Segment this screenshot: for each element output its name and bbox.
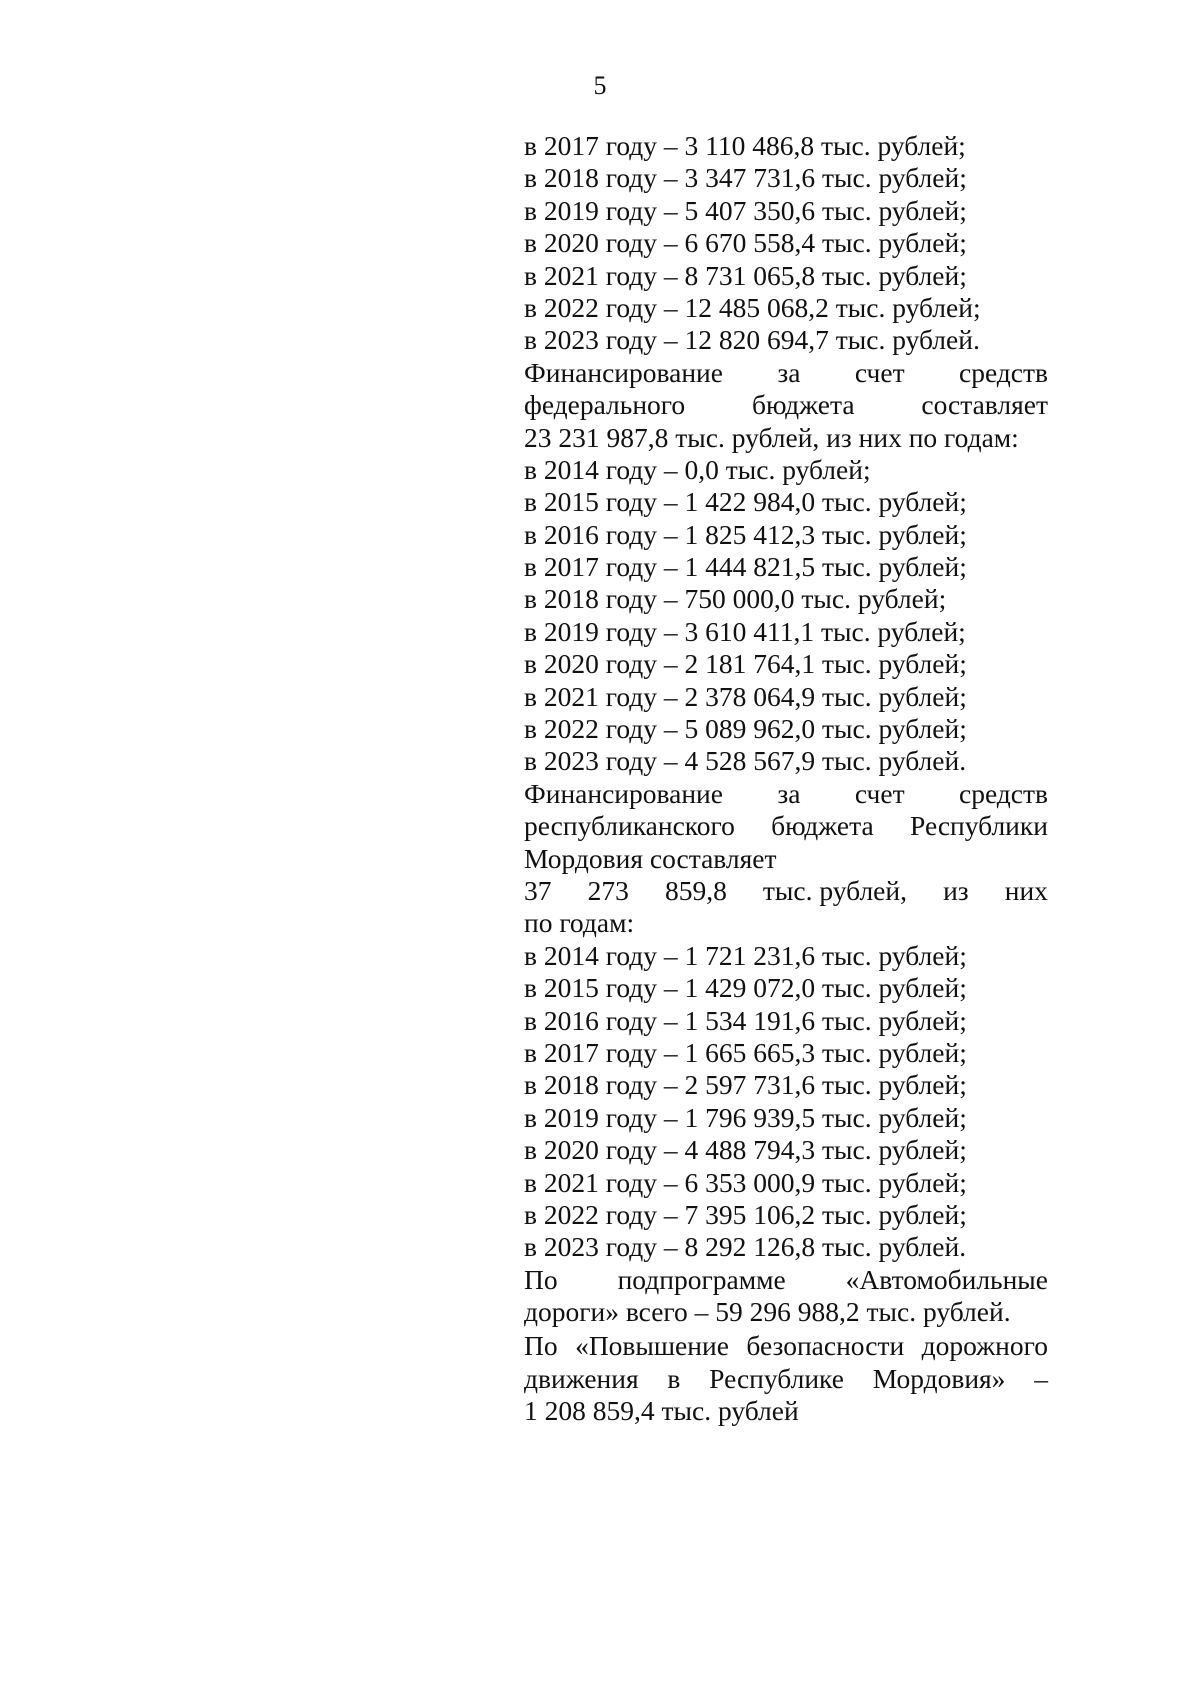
total-year-2020: в 2020 году – 6 670 558,4 тыс. рублей; — [524, 227, 967, 259]
republic-heading-line-3: Мордовия составляет — [524, 842, 777, 874]
federal-year-2016: в 2016 году – 1 825 412,3 тыс. рублей; — [524, 518, 967, 550]
republic-year-2017: в 2017 году – 1 665 665,3 тыс. рублей; — [524, 1036, 967, 1068]
federal-year-2014: в 2014 году – 0,0 тыс. рублей; — [524, 453, 871, 485]
financing-text-column — [524, 130, 1048, 1428]
subprogram-safety-line-1: По «Повышение безопасности дорожного — [524, 1330, 1048, 1362]
subprogram-safety-paragraph — [524, 1330, 1048, 1427]
federal-heading-line-2: федерального бюджета составляет — [524, 389, 1048, 421]
subprogram-roads-line-2: дороги» всего – 59 296 988,2 тыс. рублей. — [524, 1296, 1011, 1328]
republic-heading-line-5: по годам: — [524, 907, 635, 939]
republic-year-2022: в 2022 году – 7 395 106,2 тыс. рублей; — [524, 1198, 967, 1230]
federal-years-list — [524, 454, 1048, 778]
republic-year-2019: в 2019 году – 1 796 939,5 тыс. рублей; — [524, 1101, 967, 1133]
republic-year-2021: в 2021 году – 6 353 000,9 тыс. рублей; — [524, 1166, 967, 1198]
page-number: 5 — [593, 71, 607, 100]
total-year-2017: в 2017 году – 3 110 486,8 тыс. рублей; — [524, 130, 966, 161]
federal-year-2020: в 2020 году – 2 181 764,1 тыс. рублей; — [524, 648, 967, 680]
federal-heading-line-1: Финансирование за счет средств — [524, 356, 1048, 388]
total-year-2019: в 2019 году – 5 407 350,6 тыс. рублей; — [524, 194, 967, 226]
subprogram-roads-paragraph — [524, 1264, 1048, 1329]
federal-year-2022: в 2022 году – 5 089 962,0 тыс. рублей; — [524, 713, 967, 745]
federal-year-2019: в 2019 году – 3 610 411,1 тыс. рублей; — [524, 615, 966, 647]
total-year-2023: в 2023 году – 12 820 694,7 тыс. рублей. — [524, 324, 980, 356]
republic-heading-line-4: 37 273 859,8 тыс. рублей, из них — [524, 874, 1048, 906]
federal-year-2017: в 2017 году – 1 444 821,5 тыс. рублей; — [524, 551, 967, 583]
federal-heading-line-3: 23 231 987,8 тыс. рублей, из них по годам: — [524, 421, 1019, 453]
subprogram-safety-line-3: 1 208 859,4 тыс. рублей — [524, 1395, 799, 1427]
federal-year-2023: в 2023 году – 4 528 567,9 тыс. рублей. — [524, 745, 967, 777]
republic-years-list — [524, 940, 1048, 1264]
federal-heading — [524, 357, 1048, 454]
total-year-2021: в 2021 году – 8 731 065,8 тыс. рублей; — [524, 259, 967, 291]
republic-year-2018: в 2018 году – 2 597 731,6 тыс. рублей; — [524, 1069, 967, 1101]
republic-heading-line-2: республиканского бюджета Республики — [524, 810, 1048, 842]
republic-year-2014: в 2014 году – 1 721 231,6 тыс. рублей; — [524, 939, 967, 971]
republic-heading — [524, 778, 1048, 940]
republic-year-2015: в 2015 году – 1 429 072,0 тыс. рублей; — [524, 972, 967, 1004]
subprogram-safety-line-2: движения в Республике Мордовия» – — [524, 1362, 1048, 1394]
total-year-2022: в 2022 году – 12 485 068,2 тыс. рублей; — [524, 291, 981, 323]
republic-heading-line-1: Финансирование за счет средств — [524, 777, 1048, 809]
republic-year-2016: в 2016 году – 1 534 191,6 тыс. рублей; — [524, 1004, 967, 1036]
republic-year-2023: в 2023 году – 8 292 126,8 тыс. рублей. — [524, 1231, 967, 1263]
subprogram-roads-line-1: По подпрограмме «Автомобильные — [524, 1263, 1048, 1295]
republic-year-2020: в 2020 году – 4 488 794,3 тыс. рублей; — [524, 1134, 967, 1166]
federal-year-2018: в 2018 году – 750 000,0 тыс. рублей; — [524, 583, 947, 615]
total-year-2018: в 2018 году – 3 347 731,6 тыс. рублей; — [524, 162, 967, 194]
total-years-list — [524, 130, 1048, 357]
federal-year-2021: в 2021 году – 2 378 064,9 тыс. рублей; — [524, 680, 967, 712]
federal-year-2015: в 2015 году – 1 422 984,0 тыс. рублей; — [524, 486, 967, 518]
